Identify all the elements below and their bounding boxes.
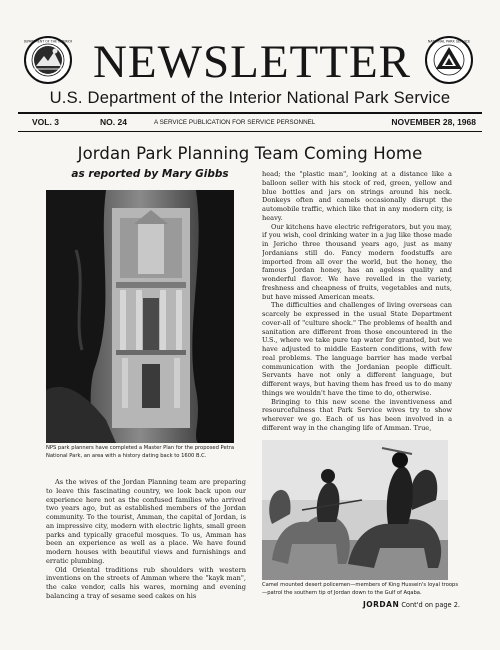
article-byline: as reported by Mary Gibbs: [71, 168, 229, 180]
publication-note: A SERVICE PUBLICATION FOR SERVICE PERSONNEL: [154, 119, 316, 126]
article-paragraph: The difficulties and challenges of living overseas can scarcely be expressed in the usual State Department cover-all of "culture shock." The problems of health and sanitation are different from those encountered in the U.S., where we take pure tap water for granted, but we have adjusted to middle Eastern conditions, with few real problems. The language barrier has made verbal communication with the Jordanian people difficult. Servants have not only a different language, but different ways, but having them has freed us to do many things we wouldn't have the time to do, otherwise.: [262, 301, 452, 397]
article-paragraph: As the wives of the Jordan Planning team are preparing to leave this fascinating country, we look back upon our experience here not as the confused families who arrived two years ago, but as established members of the Jordan community. To the tourist, Amman, the capital of Jordan, is an impressive city, modern with electric lights, small green parks and typically graceful mosques. To us, Amman has been an experience as well as a place. We have found modern houses with beautiful views and furnishings and erratic plumbing.: [46, 478, 246, 565]
article-paragraph: head; the "plastic man", looking at a distance like a balloon seller with his stock of red, green, yellow and blue bottles and jars on strings around his neck. Donkeys often and camels occasionally disrupt the automobile traffic, which like that in any modern city, is heavy.: [262, 170, 452, 222]
issue-bar: [20, 115, 480, 130]
national-park-service-seal-icon: [425, 36, 473, 84]
article-paragraph: Our kitchens have electric refrigerators, but you may, if you wish, cool drinking water in a jug like those made in Jericho three thousand years ago, just as many Jordanians still do. Fancy modern foodstuffs are imported from all over the world, but the honey, the famous Jordan honey, has an ageless quality and wonderful flavor. We have revelled in the variety, freshness and cheapness of fruits, vegetables and nuts, but have missed American meats.: [262, 222, 452, 301]
camel-photo-caption: Camel mounted desert policemen—members of King Hussein's loyal troops—patrol the southern tip of Jordan down to the Gulf of Aqaba.: [262, 582, 459, 596]
svg-text:NATIONAL PARK SERVICE: NATIONAL PARK SERVICE: [427, 39, 471, 44]
divider-rule: [18, 131, 482, 132]
article-column-right: [262, 170, 452, 434]
issue-number: NO. 24: [100, 117, 127, 127]
continued-label: JORDAN: [362, 600, 400, 609]
department-of-interior-seal-icon: [24, 36, 72, 84]
issue-date: NOVEMBER 28, 1968: [391, 117, 476, 127]
svg-text:DEPARTMENT OF THE INTERIOR: DEPARTMENT OF THE INTERIOR: [24, 39, 72, 44]
article-headline: Jordan Park Planning Team Coming Home: [77, 144, 423, 163]
masthead: [0, 0, 500, 112]
department-subtitle: U.S. Department of the Interior National Park Service: [49, 88, 451, 107]
divider-rule: [18, 112, 482, 114]
continued-note: [340, 600, 460, 609]
article-column-left: [46, 478, 246, 642]
petra-photo-caption: NPS park planners have completed a Master Plan for the proposed Petra National Park, an area with a history dating back to 1600 B.C.: [46, 445, 235, 459]
article-paragraph: Old Oriental traditions rub shoulders with western inventions on the streets of Amman where the "kayk man", the cake vendor, calls his wares, morning and evening balancing a tray of sesame seed cakes on his: [46, 565, 246, 600]
camel-police-photo: [262, 440, 448, 580]
article-paragraph: Bringing to this new scene the inventiveness and resourcefulness that Park Service wives try to show wherever we go. Each of us has been involved in a different way in the changing life of Amman. True,: [262, 397, 452, 432]
volume-label: VOL. 3: [32, 117, 59, 127]
continued-page: Cont'd on page 2.: [401, 601, 460, 609]
newsletter-title: NEWSLETTER: [92, 36, 412, 88]
petra-treasury-photo: [46, 190, 234, 443]
